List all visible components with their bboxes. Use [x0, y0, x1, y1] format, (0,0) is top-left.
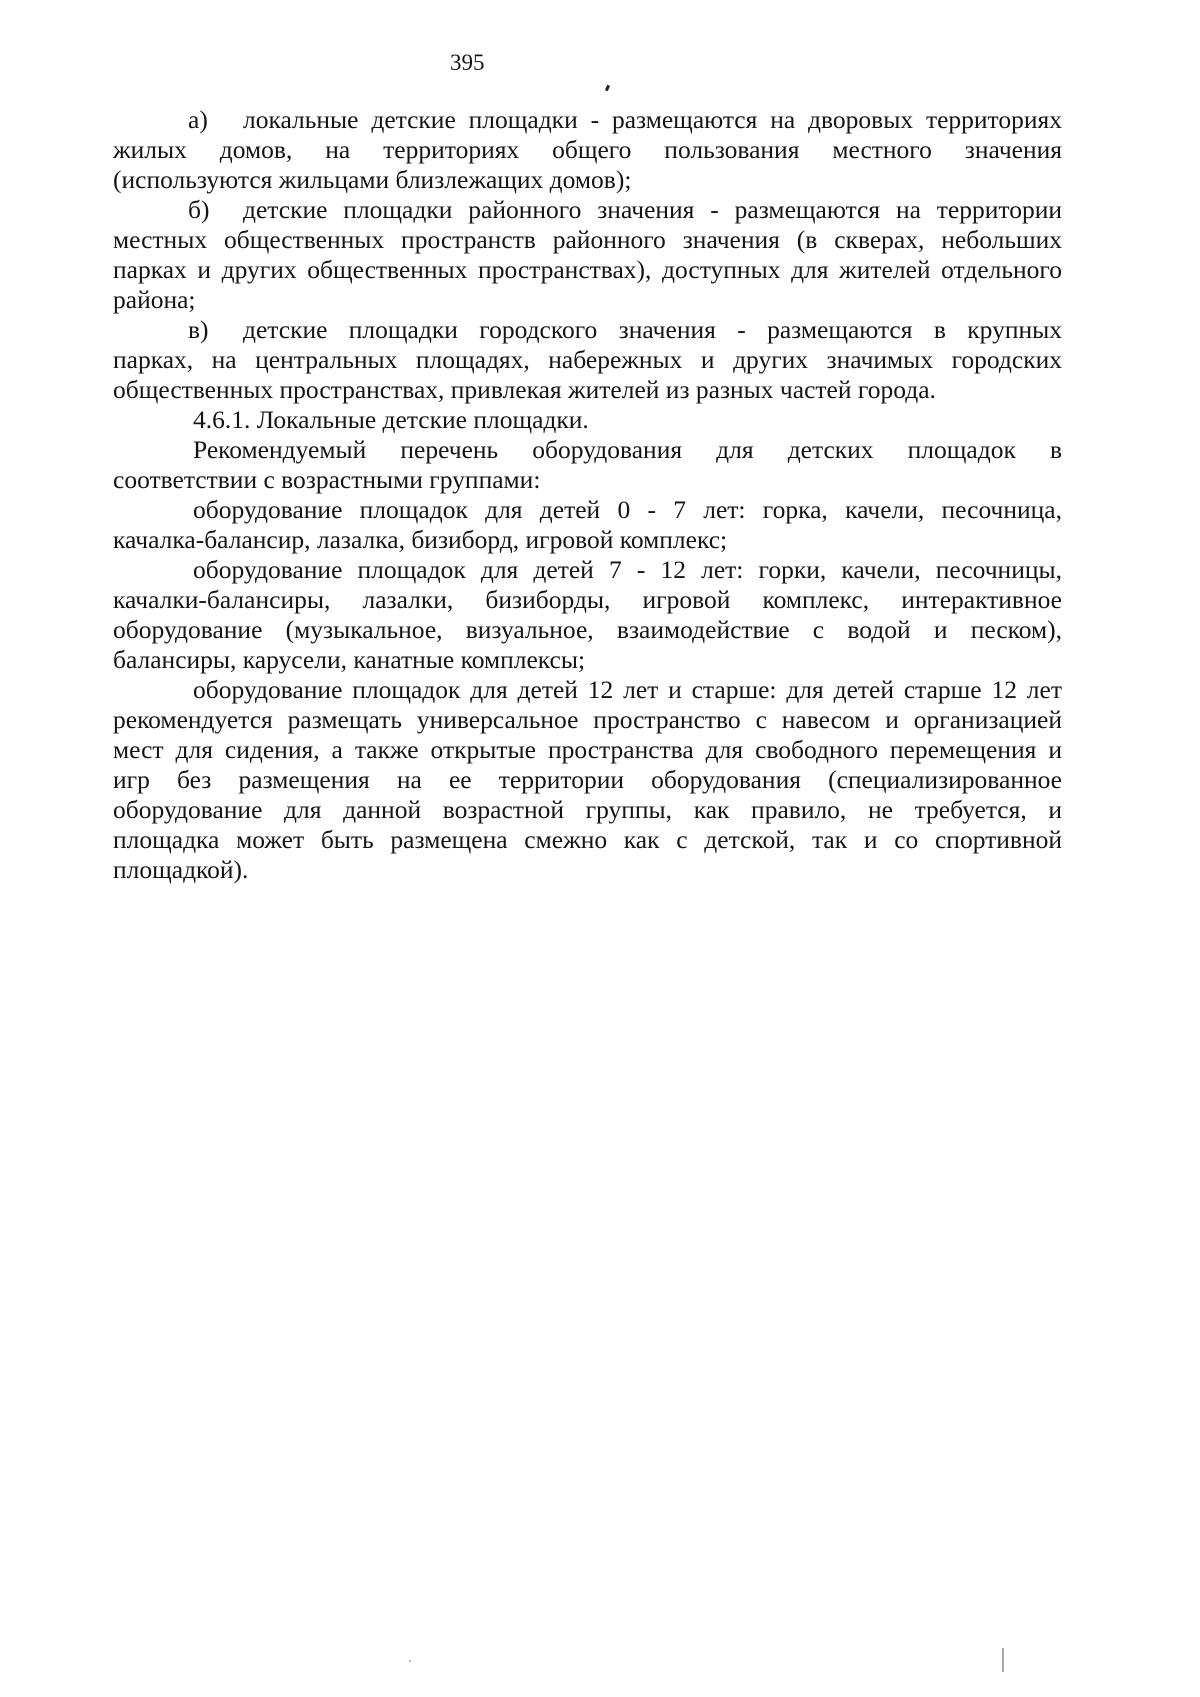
scan-mark	[409, 1660, 411, 1662]
list-marker: б)	[188, 195, 210, 224]
text-line: оборудование (музыкальное, визуальное, взаимодействие с водой и песком),	[113, 615, 1062, 644]
list-marker: а)	[188, 105, 208, 134]
text-line: парках и других общественных пространствах), доступных для жителей отдельного	[113, 255, 1062, 284]
text-line: оборудование площадок для детей 7 - 12 лет: горки, качели, песочницы,	[193, 555, 1062, 584]
list-item-a	[113, 105, 1062, 135]
list-item-c	[113, 315, 1062, 345]
text-line: Рекомендуемый перечень оборудования для детских площадок в	[193, 435, 1062, 464]
text-line: игр без размещения на ее территории оборудования (специализированное	[113, 765, 1062, 794]
text-line: местных общественных пространств районного значения (в скверах, небольших	[113, 225, 1062, 254]
section-heading: 4.6.1. Локальные детские площадки.	[193, 405, 589, 434]
text-line: рекомендуется размещать универсальное пространство с навесом и организацией	[113, 705, 1062, 734]
text-line: соответствии с возрастными группами:	[113, 465, 541, 494]
text-line: парках, на центральных площадях, набережных и других значимых городских	[113, 345, 1062, 374]
text-line: площадка может быть размещена смежно как с детской, так и со спортивной	[113, 825, 1062, 854]
text-line: (используются жильцами близлежащих домов);	[113, 165, 632, 194]
text-line: оборудование для данной возрастной группы, как правило, не требуется, и	[113, 795, 1062, 824]
text-line: локальные детские площадки - размещаются на дворовых территориях	[243, 105, 1062, 134]
text-line: оборудование площадок для детей 12 лет и старше: для детей старше 12 лет	[193, 675, 1062, 704]
text-line: мест для сидения, а также открытые пространства для свободного перемещения и	[113, 735, 1062, 764]
text-line: площадкой).	[113, 855, 249, 884]
text-line: детские площадки районного значения - размещаются на территории	[243, 195, 1062, 224]
scan-mark	[1002, 1648, 1004, 1672]
list-item-b	[113, 195, 1062, 225]
text-line: балансиры, карусели, канатные комплексы;	[113, 645, 586, 674]
text-line: детские площадки городского значения - размещаются в крупных	[243, 315, 1062, 344]
list-marker: в)	[188, 315, 209, 344]
text-line: оборудование площадок для детей 0 - 7 лет: горка, качели, песочница,	[193, 495, 1062, 524]
text-line: качалки-балансиры, лазалки, бизиборды, игровой комплекс, интерактивное	[113, 585, 1062, 614]
text-line: района;	[113, 285, 196, 314]
scan-mark	[605, 85, 610, 92]
text-line: жилых домов, на территориях общего пользования местного значения	[113, 135, 1062, 164]
text-line: общественных пространствах, привлекая жителей из разных частей города.	[113, 375, 936, 404]
page-number: 395	[450, 50, 485, 75]
document-body	[113, 105, 1062, 885]
text-line: качалка-балансир, лазалка, бизиборд, игровой комплекс;	[113, 525, 728, 554]
